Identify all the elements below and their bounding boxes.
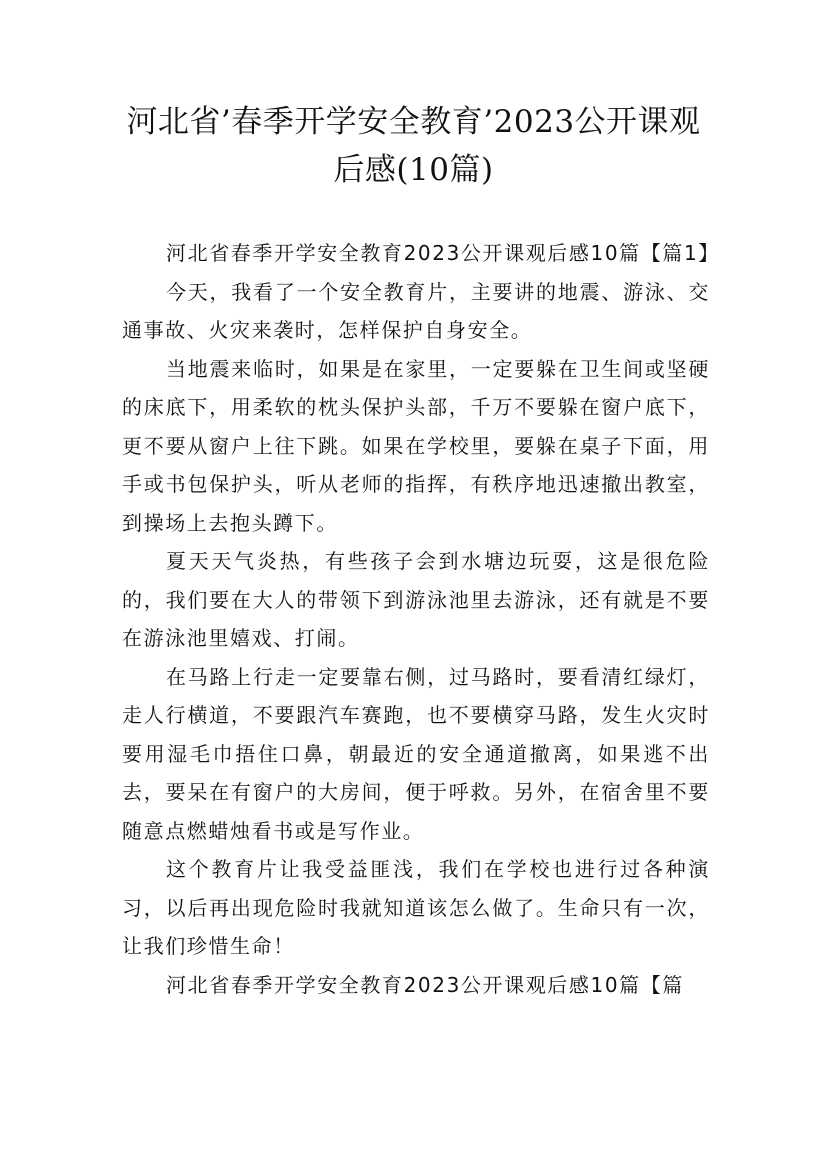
section-heading-1: 河北省春季开学安全教育2023公开课观后感10篇【篇1】 [166,241,720,265]
title-line-2: 后感(10篇) [333,152,494,188]
paragraph: 当地震来临时，如果是在家里，一定要躲在卫生间或坚硬的床底下，用柔软的枕头保护头部，千万不要躲在窗户底下，更不要从窗户上往下跳。如果在学校里，要躲在桌子下面，用手或书包保护头，听从老师的指挥，有秩序地迅速撤出教室，到操场上去抱头蹲下。 [122,356,710,535]
section-heading-2: 河北省春季开学安全教育2023公开课观后感10篇【篇 [166,972,684,997]
paragraph: 这个教育片让我受益匪浅，我们在学校也进行过各种演习，以后再出现危险时我就知道该怎么做了。生命只有一次，让我们珍惜生命！ [122,857,710,958]
paragraph: 夏天天气炎热，有些孩子会到水塘边玩耍，这是很危险的，我们要在大人的带领下到游泳池里去游泳，还有就是不要在游泳池里嬉戏、打闹。 [122,549,710,650]
document-body [122,234,720,1004]
paragraph: 今天，我看了一个安全教育片，主要讲的地震、游泳、交通事故、火灾来袭时，怎样保护自身安全。 [122,279,710,342]
title-line-1: 河北省’春季开学安全教育’2023公开课观 [126,104,701,140]
document-title [100,98,727,194]
paragraph: 在马路上行走一定要靠右侧，过马路时，要看清红绿灯，走人行横道，不要跟汽车赛跑，也不要横穿马路，发生火灾时要用湿毛巾捂住口鼻，朝最近的安全通道撤离，如果逃不出去，要呆在有窗户的大房间，便于呼救。另外，在宿舍里不要随意点燃蜡烛看书或是写作业。 [122,664,710,843]
